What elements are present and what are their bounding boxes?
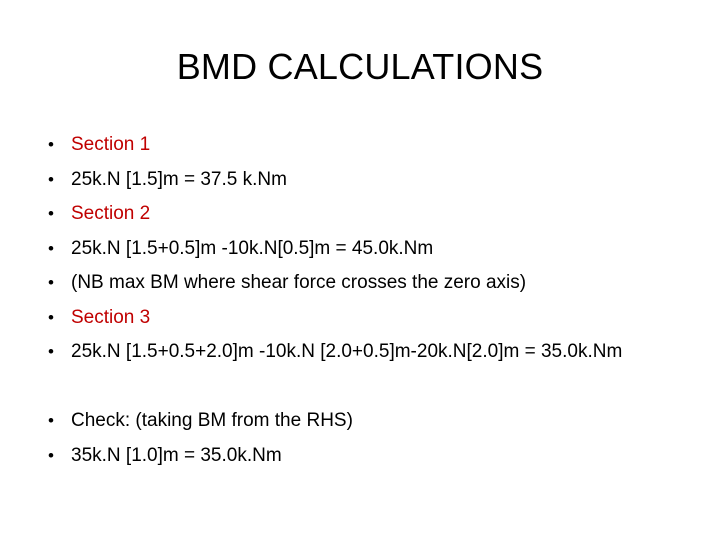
slide-title: BMD CALCULATIONS bbox=[176, 46, 544, 87]
bullet-icon: • bbox=[48, 238, 54, 258]
check-text: Check: (taking BM from the RHS) bbox=[71, 410, 353, 431]
bullet-icon: • bbox=[48, 411, 54, 430]
section-heading: Section 3 bbox=[71, 306, 151, 328]
bullet-icon: • bbox=[48, 445, 54, 465]
bullet-icon: • bbox=[48, 169, 54, 189]
section-heading: Section 1 bbox=[71, 134, 151, 155]
bullet-icon: • bbox=[48, 204, 54, 223]
bullet-icon: • bbox=[48, 342, 54, 361]
calculation-text: 35k.N [1.0]m = 35.0k.Nm bbox=[71, 444, 282, 466]
bullet-icon: • bbox=[48, 273, 54, 292]
calculation-text: 25k.N [1.5+0.5]m -10k.N[0.5]m = 45.0k.Nm bbox=[71, 237, 434, 259]
bullet-icon: • bbox=[48, 307, 54, 327]
calculation-text: 25k.N [1.5]m = 37.5 k.Nm bbox=[71, 168, 287, 190]
bullet-icon: • bbox=[48, 135, 54, 154]
calculation-text: 25k.N [1.5+0.5+2.0]m -10k.N [2.0+0.5]m-20k.N[2.0]m = 35.0k.Nm bbox=[71, 341, 623, 362]
note-text: (NB max BM where shear force crosses the zero axis) bbox=[71, 272, 527, 293]
section-heading: Section 2 bbox=[71, 203, 151, 224]
